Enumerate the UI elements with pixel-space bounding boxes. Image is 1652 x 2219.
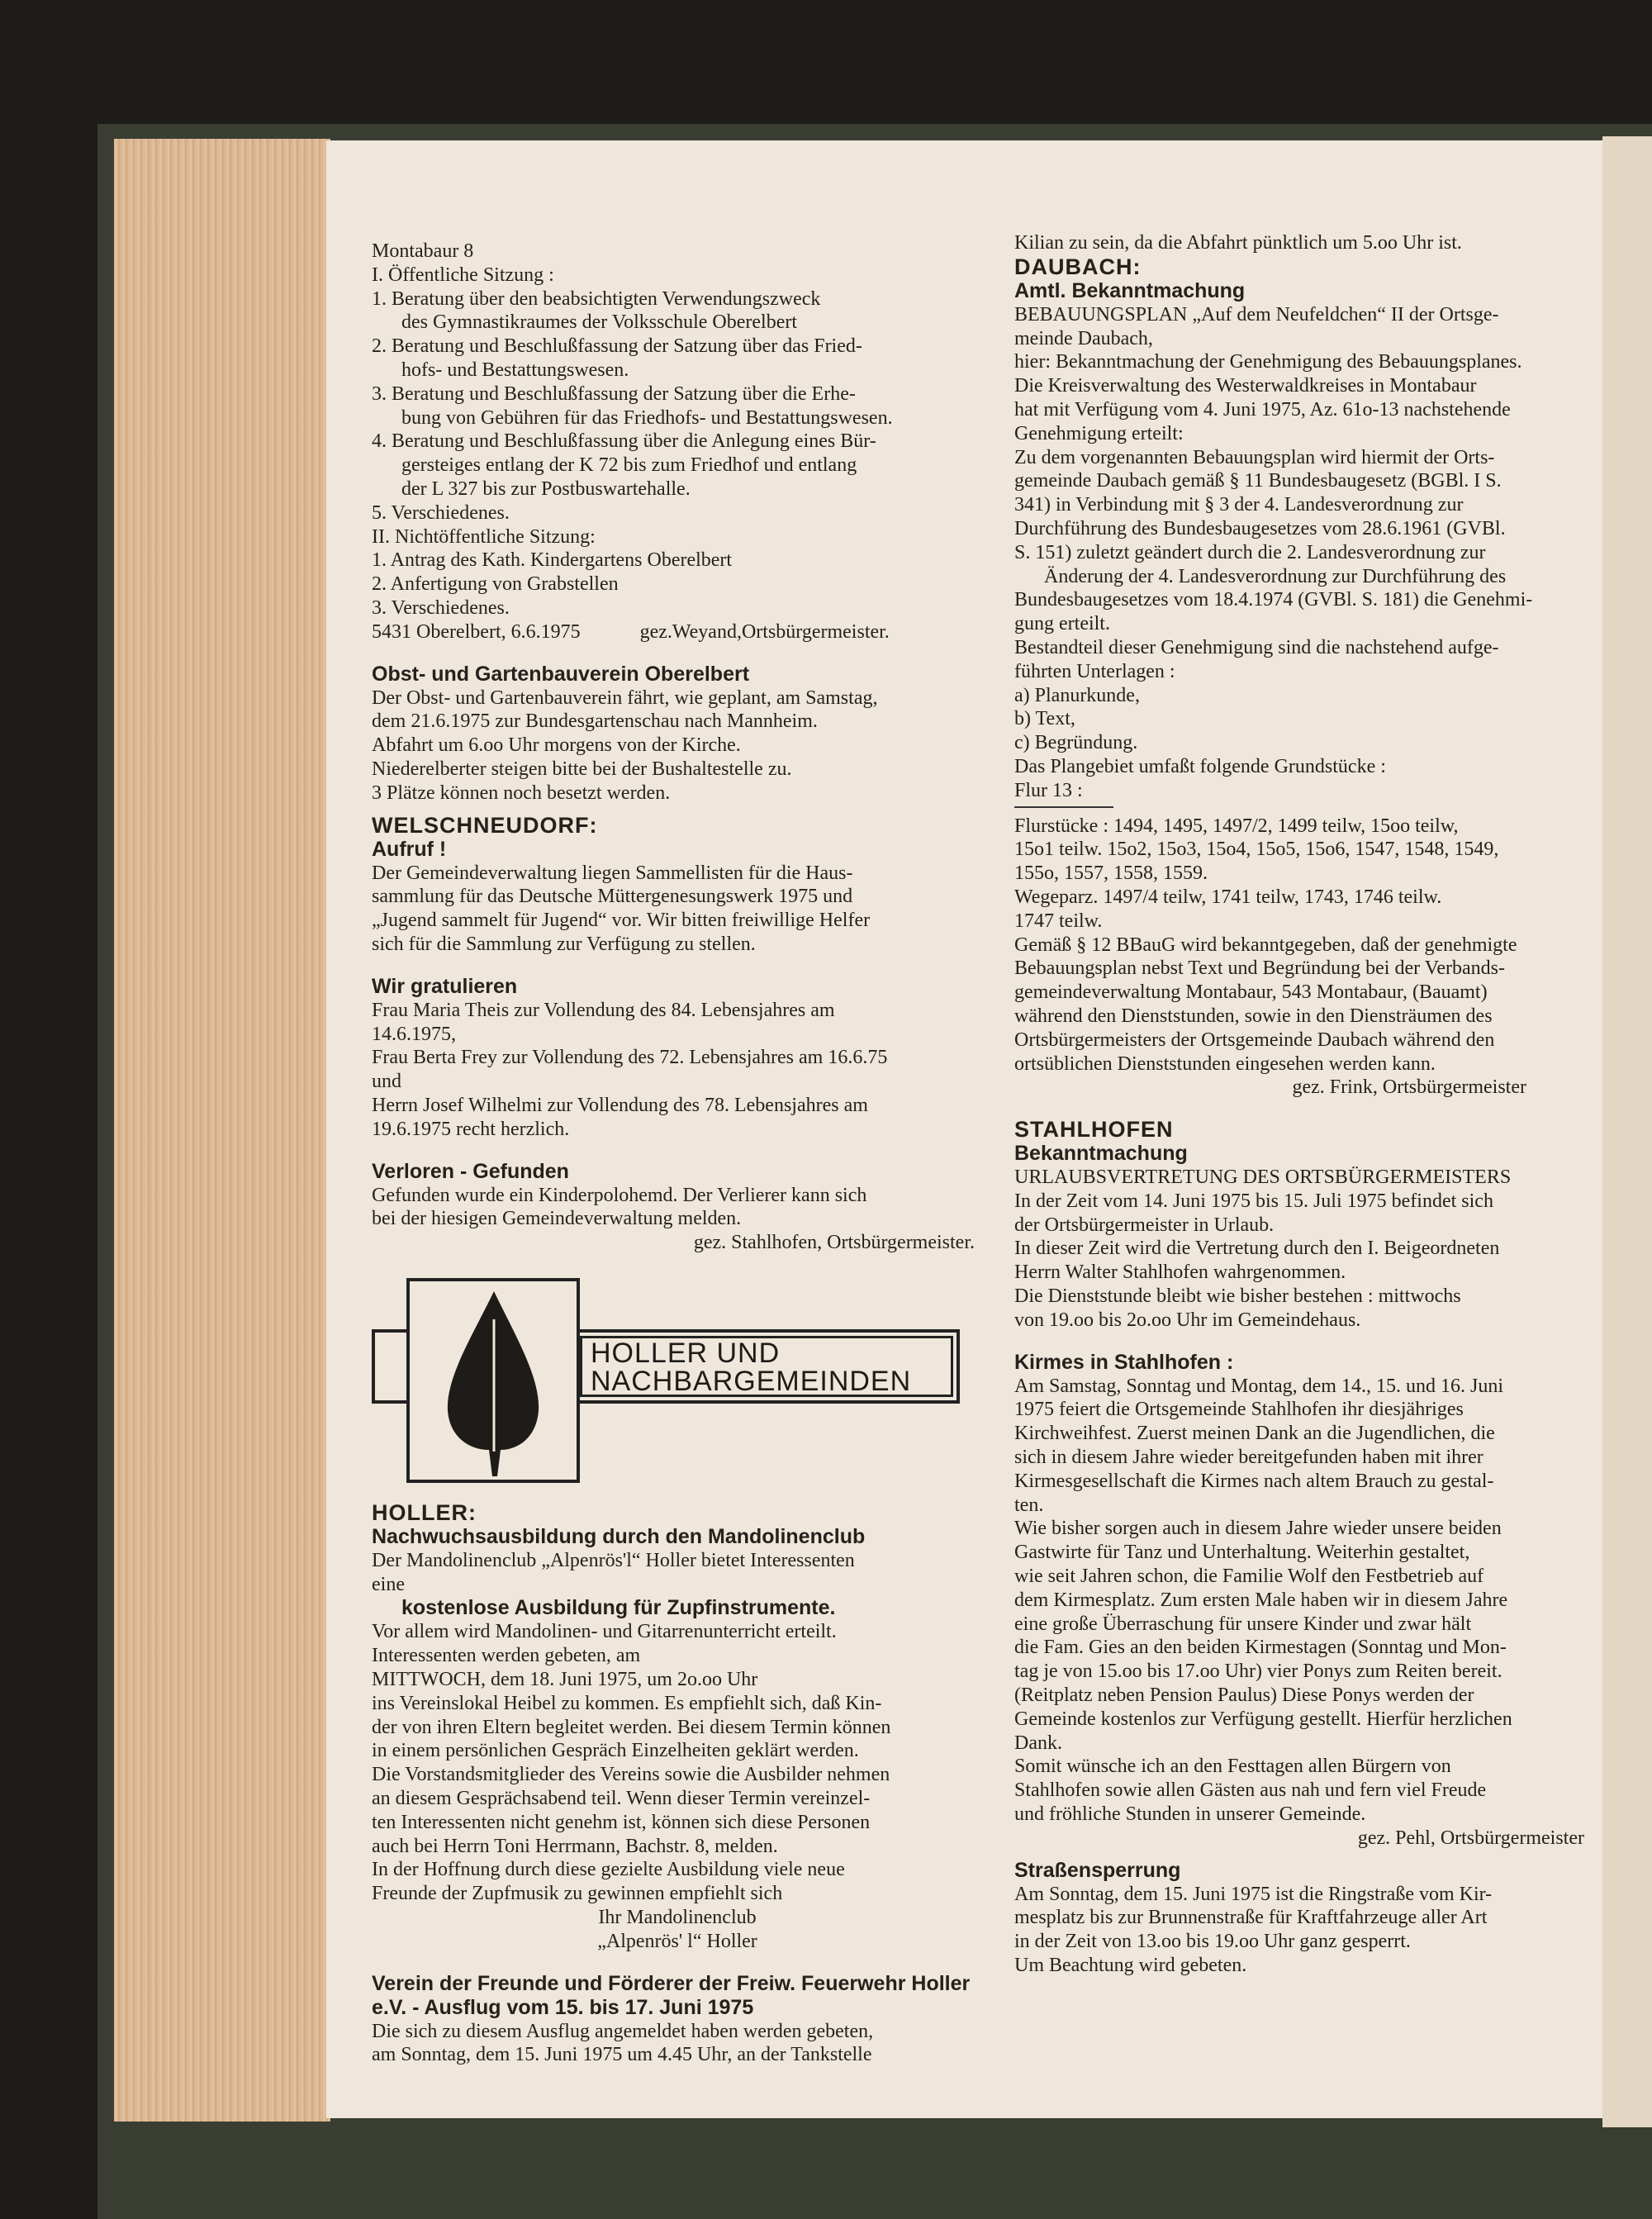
holler-section	[372, 1501, 983, 1954]
text-line: in einem persönlichen Gespräch Einzelheiten geklärt werden.	[372, 1740, 859, 1762]
text-line: Kilian zu sein, da die Abfahrt pünktlich um 5.oo Uhr ist.	[1014, 232, 1462, 254]
text-line: Somit wünsche ich an den Festtagen allen Bürgern von	[1014, 1756, 1451, 1778]
text-line: MITTWOCH, dem 18. Juni 1975, um 2o.oo Uhr	[372, 1669, 758, 1691]
text-line: 1747 teilw.	[1014, 910, 1103, 932]
text-line: In dieser Zeit wird die Vertretung durch den I. Beigeordneten	[1014, 1238, 1500, 1260]
text-line: hier: Bekanntmachung der Genehmigung des Bebauungsplanes.	[1014, 351, 1522, 373]
text-line: Am Sonntag, dem 15. Juni 1975 ist die Ringstraße vom Kir-	[1014, 1883, 1493, 1905]
text-line: und fröhliche Stunden in unserer Gemeinde.	[1014, 1803, 1366, 1826]
stahlhofen-section	[1014, 1118, 1593, 1333]
text-line: Gastwirte für Tanz und Unterhaltung. Weiterhin gestaltet,	[1014, 1542, 1470, 1564]
text-line: Durchführung des Bundesbaugesetzes vom 28.6.1961 (GVBl.	[1014, 517, 1506, 539]
agenda-line: Montabaur 8	[372, 240, 474, 262]
section-heading: Wir gratulieren	[372, 974, 518, 998]
text-line: eine große Überraschung für unsere Kinder und zwar hält	[1014, 1613, 1472, 1635]
section-heading: DAUBACH:	[1014, 254, 1142, 279]
text-line: Stahlhofen sowie allen Gästen aus nah und fern viel Freude	[1014, 1779, 1487, 1802]
text-line: In der Hoffnung durch diese gezielte Ausbildung viele neue	[372, 1859, 845, 1881]
text-line: dem Kirmesplatz. Zum ersten Male haben wir in diesem Jahre	[1014, 1589, 1508, 1611]
text-line: a) Planurkunde,	[1014, 684, 1140, 706]
agenda-line: 2. Anfertigung von Grabstellen	[372, 573, 619, 596]
text-line: sich für die Sammlung zur Verfügung zu stellen.	[372, 933, 756, 955]
agenda-line: 2. Beratung und Beschlußfassung der Satzung über das Fried-	[372, 335, 862, 358]
agenda-line: 1. Beratung über den beabsichtigten Verwendungszweck	[372, 287, 821, 310]
section-heading: WELSCHNEUDORF:	[372, 812, 598, 838]
section-subheading: Aufruf !	[372, 837, 447, 861]
text-line: 19.6.1975 recht herzlich.	[372, 1118, 570, 1140]
text-line: 15o1 teilw. 15o2, 15o3, 15o4, 15o5, 15o6, 1547, 1548, 1549,	[1014, 839, 1499, 861]
text-line: Um Beachtung wird gebeten.	[1014, 1955, 1247, 1976]
section-heading: HOLLER:	[372, 1499, 477, 1525]
text-line: Genehmigung erteilt:	[1014, 422, 1184, 444]
signature: gez. Pehl, Ortsbürgermeister	[1357, 1827, 1584, 1849]
text-line: Die Vorstandsmitglieder des Vereins sowie die Ausbilder nehmen	[372, 1764, 890, 1786]
text-line: wie seit Jahren schon, die Familie Wolf den Festbetrieb auf	[1014, 1566, 1484, 1588]
text-line: Der Gemeindeverwaltung liegen Sammellisten für die Haus-	[372, 862, 853, 884]
next-page-edge	[1602, 136, 1652, 2127]
agenda-line: der L 327 bis zur Postbuswartehalle.	[401, 478, 691, 500]
text-line: hat mit Verfügung vom 4. Juni 1975, Az. 61o-13 nachstehende	[1014, 398, 1511, 421]
text-line: b) Text,	[1014, 708, 1075, 730]
text-line: Der Obst- und Gartenbauverein fährt, wie geplant, am Samstag,	[372, 687, 878, 709]
text-line: Die sich zu diesem Ausflug angemeldet haben werden gebeten,	[372, 2020, 874, 2042]
text-line: gung erteilt.	[1014, 613, 1110, 635]
text-line: dem 21.6.1975 zur Bundesgartenschau nach Mannheim.	[372, 710, 818, 733]
obst-section	[372, 663, 983, 805]
section-heading: Verloren - Gefunden	[372, 1159, 569, 1183]
text-line: Wegeparz. 1497/4 teilw, 1741 teilw, 1743, 1746 teilw.	[1014, 886, 1442, 908]
section-heading: e.V. - Ausflug vom 15. bis 17. Juni 1975	[372, 1995, 754, 2019]
divider	[1014, 806, 1113, 808]
text-line: Abfahrt um 6.oo Uhr morgens von der Kirche.	[372, 734, 741, 757]
text-line: Gemäß § 12 BBauG wird bekanntgegeben, daß der genehmigte	[1014, 934, 1517, 956]
text-line: Bebauungsplan nebst Text und Begründung bei der Verbands-	[1014, 957, 1505, 980]
text-line: von 19.oo bis 2o.oo Uhr im Gemeindehaus.	[1014, 1309, 1361, 1331]
section-heading: Verein der Freunde und Förderer der Freiw. Feuerwehr Holler	[372, 1971, 971, 1995]
text-line: mesplatz bis zur Brunnenstraße für Kraftfahrzeuge aller Art	[1014, 1907, 1488, 1929]
text-line: tag je von 15.oo bis 17.oo Uhr) vier Ponys zum Reiten bereit.	[1014, 1661, 1502, 1683]
welschneudorf-section	[372, 814, 983, 957]
text-line: führten Unterlagen :	[1014, 660, 1175, 682]
text-line: Am Samstag, Sonntag und Montag, dem 14., 15. und 16. Juni	[1014, 1375, 1503, 1397]
banner-title-line1: HOLLER UND	[591, 1337, 781, 1369]
agenda-line: I. Öffentliche Sitzung :	[372, 264, 554, 286]
text-line: Die Kreisverwaltung des Westerwaldkreises in Montabaur	[1014, 375, 1477, 397]
text-line: an diesem Gesprächsabend teil. Wenn dieser Termin vereinzel-	[372, 1788, 871, 1810]
text-line: c) Begründung.	[1014, 732, 1138, 754]
text-line: Interessenten werden gebeten, am	[372, 1645, 641, 1667]
text-line: Frau Berta Frey zur Vollendung des 72. Lebensjahres am 16.6.75	[372, 1047, 888, 1069]
highlight-line: kostenlose Ausbildung für Zupfinstrumente.	[401, 1596, 836, 1620]
text-line: BEBAUUNGSPLAN „Auf dem Neufeldchen“ II der Ortsge-	[1014, 303, 1499, 325]
section-heading: STAHLHOFEN	[1014, 1117, 1174, 1143]
text-line: Gefunden wurde ein Kinderpolohemd. Der Verlierer kann sich	[372, 1184, 867, 1206]
kirmes-section	[1014, 1351, 1593, 1851]
newspaper-page	[326, 140, 1602, 2118]
text-line: und	[372, 1071, 401, 1093]
text-line: S. 151) zuletzt geändert durch die 2. Landesverordnung zur	[1014, 541, 1486, 563]
text-line: Herrn Walter Stahlhofen wahrgenommen.	[1014, 1262, 1346, 1284]
agenda-line: II. Nichtöffentliche Sitzung:	[372, 525, 596, 548]
text-line: 155o, 1557, 1558, 1559.	[1014, 862, 1208, 885]
text-line: Bundesbaugesetzes vom 18.4.1974 (GVBl. S. 181) die Genehmi-	[1014, 589, 1533, 611]
strassensperrung-section	[1014, 1859, 1593, 1978]
text-line: eine	[372, 1573, 405, 1595]
text-line: Kirmesgesellschaft die Kirmes nach altem Brauch zu gestal-	[1014, 1470, 1494, 1492]
right-column	[1014, 231, 1593, 1978]
text-line: Flur 13 :	[1014, 779, 1083, 801]
agenda-list	[372, 240, 983, 644]
text-line: Frau Maria Theis zur Vollendung des 84. Lebensjahres am	[372, 999, 835, 1021]
text-line: der Ortsbürgermeister in Urlaub.	[1014, 1214, 1275, 1236]
text-line: Ortsbürgermeisters der Ortsgemeinde Daubach während den	[1014, 1029, 1495, 1051]
agenda-line: des Gymnastikraumes der Volksschule Oberelbert	[401, 311, 798, 334]
agenda-line: 1. Antrag des Kath. Kindergartens Oberelbert	[372, 549, 733, 572]
text-line: Flurstücke : 1494, 1495, 1497/2, 1499 teilw, 15oo teilw,	[1014, 815, 1459, 837]
text-line: 1975 feiert die Ortsgemeinde Stahlhofen ihr diesjähriges	[1014, 1399, 1464, 1421]
text-line: ten Interessenten nicht genehm ist, können sich diese Personen	[372, 1811, 871, 1833]
text-line: (Reitplatz neben Pension Paulus) Diese Ponys werden der	[1014, 1684, 1474, 1707]
text-line: Die Dienststunde bleibt wie bisher bestehen : mittwochs	[1014, 1285, 1461, 1308]
text-line: Niederelberter steigen bitte bei der Bushaltestelle zu.	[372, 758, 792, 780]
text-line: Zu dem vorgenannten Bebauungsplan wird hiermit der Orts-	[1014, 446, 1495, 468]
signature: Ihr Mandolinenclub	[598, 1907, 757, 1929]
text-line: die Fam. Gies an den beiden Kirmestagen (Sonntag und Mon-	[1014, 1637, 1507, 1659]
gratulieren-section	[372, 975, 983, 1142]
signature-name: gez.Weyand,Ortsbürgermeister.	[639, 620, 890, 643]
text-line: 14.6.1975,	[372, 1023, 456, 1045]
section-subheading: Nachwuchsausbildung durch den Mandolinenclub	[372, 1524, 866, 1548]
text-line: Wie bisher sorgen auch in diesem Jahre wieder unsere beiden	[1014, 1518, 1502, 1540]
text-line: Änderung der 4. Landesverordnung zur Durchführung des	[1044, 565, 1507, 587]
text-line: in der Zeit von 13.oo bis 19.oo Uhr ganz gesperrt.	[1014, 1931, 1411, 1953]
section-subheading: Amtl. Bekanntmachung	[1014, 278, 1246, 302]
text-line: sammlung für das Deutsche Müttergenesungswerk 1975 und	[372, 886, 853, 908]
agenda-line: 3. Beratung und Beschlußfassung der Satzung über die Erhe-	[372, 383, 856, 405]
section-heading: Kirmes in Stahlhofen :	[1014, 1350, 1234, 1374]
text-line: sich in diesem Jahre wieder bereitgefunden haben mit ihrer	[1014, 1447, 1483, 1469]
banner-title-line2: NACHBARGEMEINDEN	[591, 1365, 912, 1397]
text-line: In der Zeit vom 14. Juni 1975 bis 15. Juli 1975 befindet sich	[1014, 1190, 1493, 1212]
text-line: gemeinde Daubach gemäß § 11 Bundesbaugesetz (BGBl. I S.	[1014, 470, 1502, 492]
verloren-section	[372, 1160, 983, 1255]
daubach-section	[1014, 255, 1593, 1100]
feuerwehr-section	[372, 1972, 983, 2068]
text-line: Dank.	[1014, 1732, 1062, 1754]
left-column	[372, 240, 983, 2067]
agenda-line: 4. Beratung und Beschlußfassung über die Anlegung eines Bür-	[372, 430, 876, 453]
section-heading: Obst- und Gartenbauverein Oberelbert	[372, 662, 750, 686]
text-line: 3 Plätze können noch besetzt werden.	[372, 782, 671, 804]
text-line: Kirchweihfest. Zuerst meinen Dank an die Jugendlichen, die	[1014, 1423, 1495, 1445]
section-heading: Straßensperrung	[1014, 1858, 1181, 1882]
text-line: der von ihren Eltern begleitet werden. Bei diesem Termin können	[372, 1716, 891, 1738]
agenda-line: gersteiges entlang der K 72 bis zum Friedhof und entlang	[401, 454, 857, 477]
text-line: Gemeinde kostenlos zur Verfügung gestellt. Hierfür herzlichen	[1014, 1708, 1512, 1730]
text-line: Herrn Josef Wilhelmi zur Vollendung des 78. Lebensjahres am	[372, 1094, 868, 1116]
section-subheading: Bekanntmachung	[1014, 1142, 1188, 1166]
text-line: ortsüblichen Dienststunden eingesehen werden kann.	[1014, 1052, 1436, 1075]
agenda-signature	[372, 620, 983, 644]
text-line: auch bei Herrn Toni Herrmann, Bachstr. 8, melden.	[372, 1835, 778, 1857]
text-line: URLAUBSVERTRETUNG DES ORTSBÜRGERMEISTERS	[1014, 1167, 1512, 1189]
agenda-line: hofs- und Bestattungswesen.	[401, 359, 629, 381]
agenda-line: bung von Gebühren für das Friedhofs- und Bestattungswesen.	[401, 406, 893, 429]
signature: gez. Frink, Ortsbürgermeister	[1292, 1076, 1526, 1099]
banner-title	[591, 1339, 950, 1395]
text-line: 341) in Verbindung mit § 3 der 4. Landesverordnung zur	[1014, 494, 1464, 516]
text-line: während den Dienststunden, sowie in den Diensträumen des	[1014, 1005, 1493, 1027]
agenda-line: 3. Verschiedenes.	[372, 596, 510, 619]
text-line: bei der hiesigen Gemeindeverwaltung melden.	[372, 1208, 742, 1230]
signature-place: 5431 Oberelbert, 6.6.1975	[372, 620, 581, 643]
text-line: gemeindeverwaltung Montabaur, 543 Montabaur, (Bauamt)	[1014, 981, 1488, 1004]
page-edges	[114, 139, 330, 2122]
agenda-line: 5. Verschiedenes.	[372, 501, 510, 524]
text-line: Freunde der Zupfmusik zu gewinnen empfiehlt sich	[372, 1883, 783, 1905]
text-line: Bestandteil dieser Genehmigung sind die nachstehend aufge-	[1014, 636, 1499, 658]
text-line: Das Plangebiet umfaßt folgende Grundstücke :	[1014, 755, 1386, 777]
text-line: ten.	[1014, 1494, 1044, 1516]
holler-banner	[372, 1278, 983, 1491]
text-line: Der Mandolinenclub „Alpenrös'l“ Holler bietet Interessenten	[372, 1549, 855, 1571]
signature: gez. Stahlhofen, Ortsbürgermeister.	[693, 1232, 975, 1254]
text-line: ins Vereinslokal Heibel zu kommen. Es empfiehlt sich, daß Kin-	[372, 1692, 882, 1714]
text-line: „Jugend sammelt für Jugend“ vor. Wir bitten freiwillige Helfer	[372, 910, 871, 932]
text-line: am Sonntag, dem 15. Juni 1975 um 4.45 Uhr, an der Tankstelle	[372, 2044, 872, 2066]
signature: „Alpenrös' l“ Holler	[597, 1930, 757, 1952]
leaf-icon	[443, 1286, 545, 1478]
text-line: Vor allem wird Mandolinen- und Gitarrenunterricht erteilt.	[372, 1621, 837, 1643]
text-line: meinde Daubach,	[1014, 327, 1153, 349]
